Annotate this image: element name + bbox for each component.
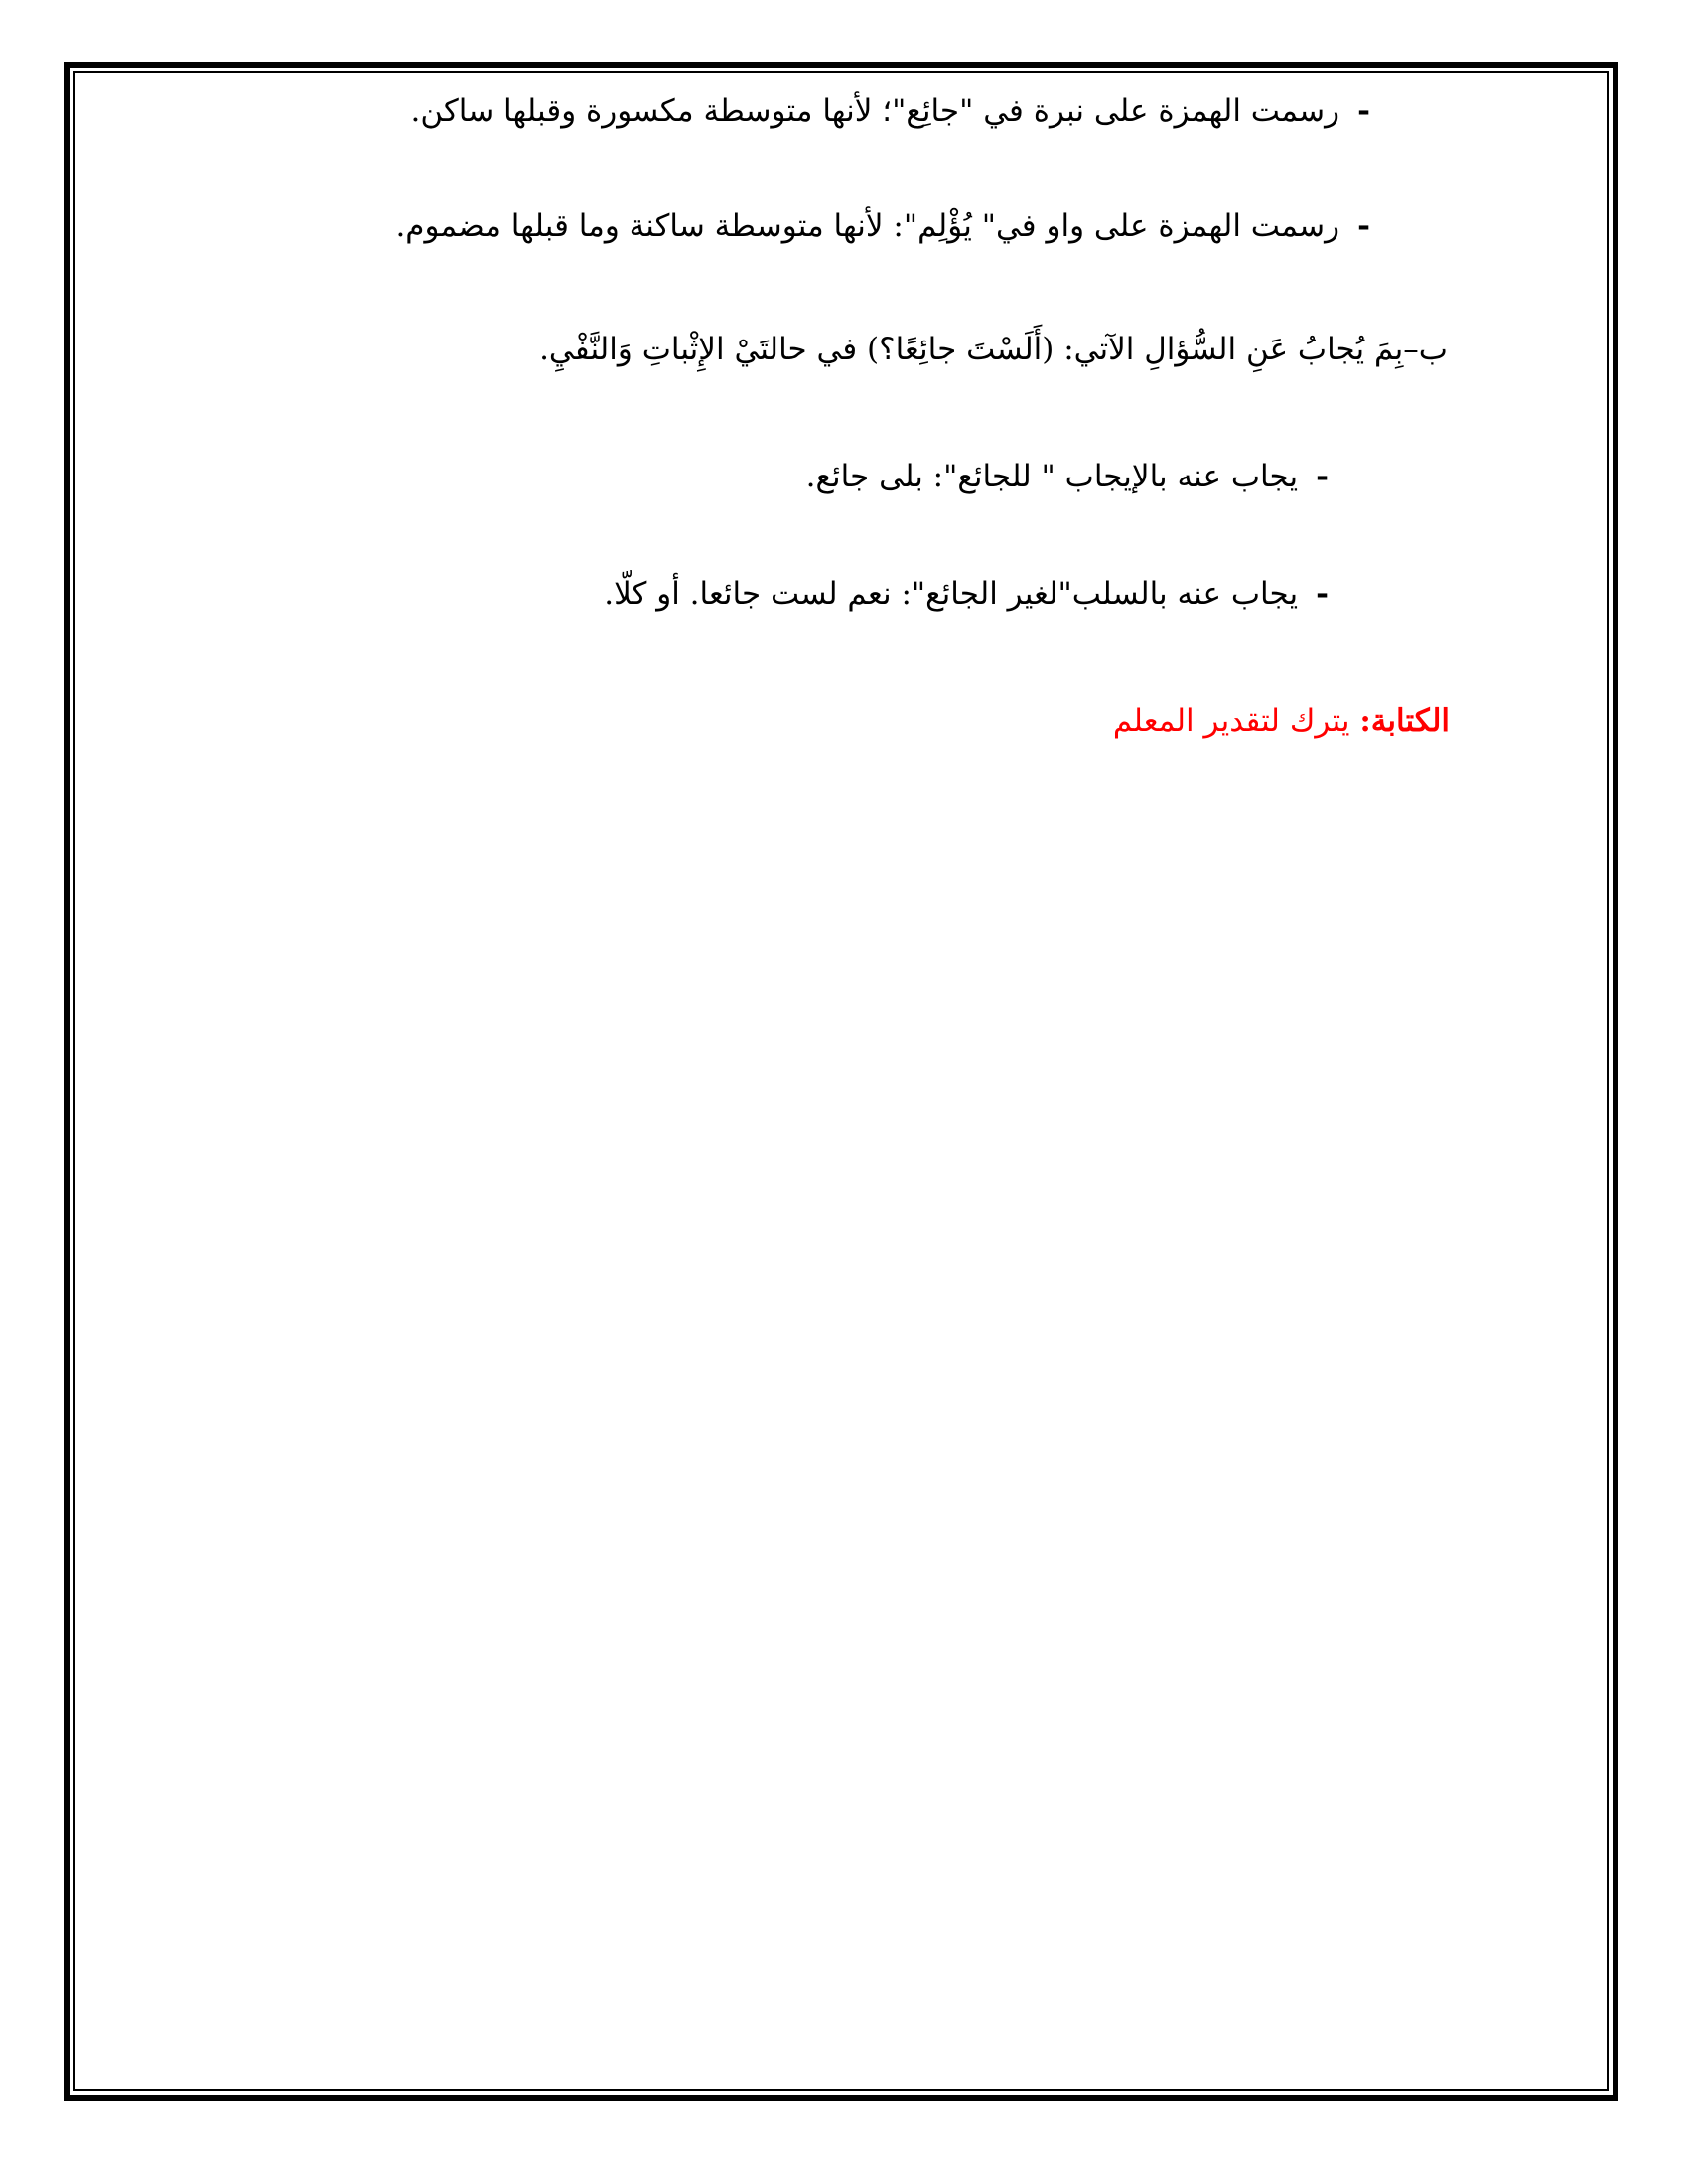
answer-affirmative (806, 455, 1329, 498)
question-b (539, 328, 1448, 371)
page-border-inner (73, 71, 1609, 2091)
hamza-explanation-1-text: رسمت الهمزة على نبرة في "جائِع"؛ لأنها متوسطة مكسورة وقبلها ساكن. (410, 93, 1340, 129)
answer-negative (604, 572, 1329, 615)
hamza-explanation-1 (411, 89, 1370, 133)
writing-text: يترك لتقدير المعلم (1112, 703, 1360, 739)
answer-negative-text: يجاب عنه بالسلب"لغير الجائع": نعم لست جائعا. أو كلّا. (604, 576, 1299, 612)
bullet-dash: - (1357, 93, 1370, 129)
bullet-dash: - (1357, 208, 1370, 244)
bullet-dash: - (1316, 459, 1329, 494)
bullet-dash: - (1316, 576, 1329, 612)
question-b-text: ب–بِمَ يُجابُ عَنِ السُّؤالِ الآتي: (أَلَسْتَ جائِعًا؟) في حالتَيْ الإِثْباتِ وَالنَّفْيِ. (539, 332, 1448, 367)
answer-affirmative-text: يجاب عنه بالإيجاب " للجائع": بلى جائع. (805, 459, 1299, 494)
hamza-explanation-2-text: رسمت الهمزة على واو في" يُؤْلِم": لأنها متوسطة ساكنة وما قبلها مضموم. (395, 208, 1340, 244)
hamza-explanation-2 (395, 205, 1370, 248)
writing-label: الكتابة: (1359, 703, 1450, 739)
writing-section (1113, 699, 1450, 743)
